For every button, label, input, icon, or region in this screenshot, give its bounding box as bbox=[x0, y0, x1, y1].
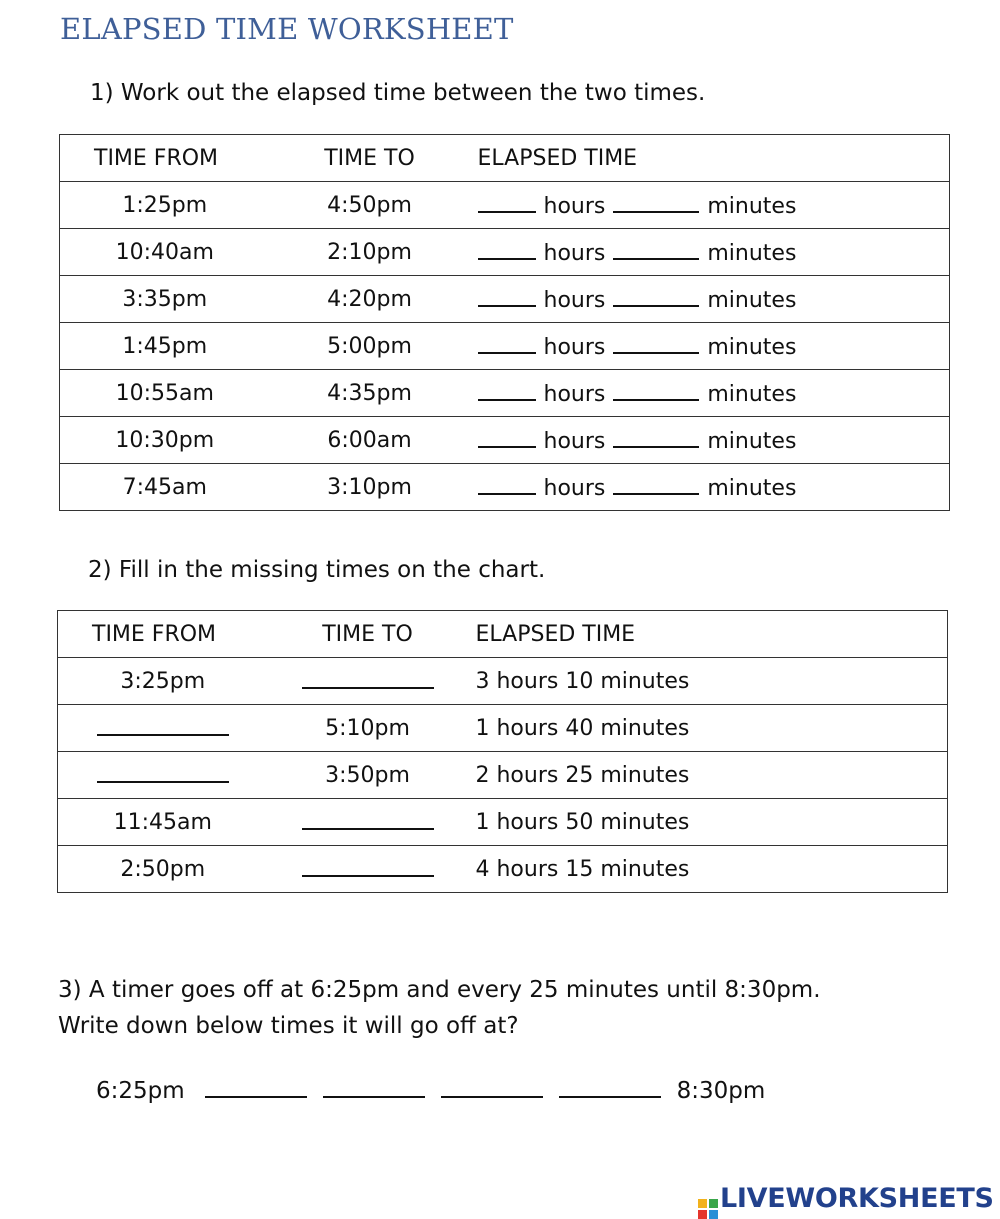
time-to-cell: 3:50pm bbox=[268, 752, 468, 799]
minutes-label: minutes bbox=[707, 382, 797, 407]
table-row bbox=[60, 323, 950, 370]
elapsed-cell bbox=[470, 417, 950, 464]
time-from-cell bbox=[58, 752, 268, 799]
time-from-cell: 1:25pm bbox=[60, 182, 270, 229]
time-from-cell: 10:55am bbox=[60, 370, 270, 417]
table-row bbox=[58, 799, 948, 846]
timer-blank-2[interactable] bbox=[323, 1076, 425, 1098]
header-time-from: TIME FROM bbox=[60, 135, 270, 182]
elapsed-cell bbox=[470, 229, 950, 276]
minutes-label: minutes bbox=[707, 429, 797, 454]
time-from-blank[interactable] bbox=[97, 761, 229, 783]
time-from-cell: 10:40am bbox=[60, 229, 270, 276]
question-3-line-2: Write down below times it will go off at? bbox=[58, 1013, 519, 1039]
table-row bbox=[58, 658, 948, 705]
elapsed-cell bbox=[470, 464, 950, 511]
minutes-label: minutes bbox=[707, 288, 797, 313]
question-3-line-1: 3) A timer goes off at 6:25pm and every 25 minutes until 8:30pm. bbox=[58, 977, 821, 1003]
hours-label: hours bbox=[543, 288, 606, 313]
minutes-label: minutes bbox=[707, 476, 797, 501]
time-to-cell: 2:10pm bbox=[270, 229, 470, 276]
header-time-to: TIME TO bbox=[270, 135, 470, 182]
worksheet-title: ELAPSED TIME WORKSHEET bbox=[60, 12, 514, 46]
question-3-prompt bbox=[58, 972, 821, 1044]
elapsed-cell bbox=[470, 370, 950, 417]
elapsed-cell: 1 hours 40 minutes bbox=[468, 705, 948, 752]
table-row bbox=[60, 182, 950, 229]
time-to-cell bbox=[268, 799, 468, 846]
elapsed-time-table bbox=[59, 134, 950, 511]
time-from-cell: 1:45pm bbox=[60, 323, 270, 370]
table-row bbox=[60, 417, 950, 464]
table-row bbox=[60, 276, 950, 323]
timer-blank-1[interactable] bbox=[205, 1076, 307, 1098]
timer-blank-3[interactable] bbox=[441, 1076, 543, 1098]
time-to-cell bbox=[268, 658, 468, 705]
minutes-blank[interactable] bbox=[613, 426, 699, 448]
hours-blank[interactable] bbox=[478, 473, 536, 495]
time-from-cell bbox=[58, 705, 268, 752]
minutes-blank[interactable] bbox=[613, 285, 699, 307]
start-time: 6:25pm bbox=[96, 1078, 185, 1104]
time-from-cell: 2:50pm bbox=[58, 846, 268, 893]
elapsed-cell bbox=[470, 323, 950, 370]
end-time: 8:30pm bbox=[676, 1078, 766, 1104]
logo-block bbox=[709, 1199, 718, 1208]
time-to-blank[interactable] bbox=[302, 667, 434, 689]
time-to-cell: 5:00pm bbox=[270, 323, 470, 370]
table-row bbox=[60, 370, 950, 417]
hours-label: hours bbox=[543, 476, 606, 501]
hours-blank[interactable] bbox=[478, 332, 536, 354]
time-to-cell: 6:00am bbox=[270, 417, 470, 464]
hours-blank[interactable] bbox=[478, 238, 536, 260]
minutes-blank[interactable] bbox=[613, 238, 699, 260]
time-to-cell: 4:35pm bbox=[270, 370, 470, 417]
table-header-row bbox=[60, 135, 950, 182]
question-2-prompt: 2) Fill in the missing times on the chart. bbox=[88, 557, 546, 583]
elapsed-cell bbox=[470, 276, 950, 323]
minutes-label: minutes bbox=[707, 241, 797, 266]
minutes-label: minutes bbox=[707, 335, 797, 360]
hours-blank[interactable] bbox=[478, 379, 536, 401]
hours-label: hours bbox=[543, 382, 606, 407]
hours-blank[interactable] bbox=[478, 285, 536, 307]
logo-block bbox=[698, 1199, 707, 1208]
timer-sequence bbox=[96, 1076, 765, 1104]
time-to-cell bbox=[268, 846, 468, 893]
hours-label: hours bbox=[543, 335, 606, 360]
timer-blank-4[interactable] bbox=[559, 1076, 661, 1098]
minutes-blank[interactable] bbox=[613, 379, 699, 401]
logo-blocks-icon bbox=[698, 1199, 718, 1219]
table-row bbox=[60, 464, 950, 511]
hours-label: hours bbox=[543, 194, 606, 219]
time-to-cell: 5:10pm bbox=[268, 705, 468, 752]
minutes-label: minutes bbox=[707, 194, 797, 219]
time-from-blank[interactable] bbox=[97, 714, 229, 736]
time-from-cell: 7:45am bbox=[60, 464, 270, 511]
time-from-cell: 3:35pm bbox=[60, 276, 270, 323]
hours-label: hours bbox=[543, 429, 606, 454]
minutes-blank[interactable] bbox=[613, 332, 699, 354]
time-to-cell: 4:20pm bbox=[270, 276, 470, 323]
table-header-row bbox=[58, 611, 948, 658]
time-from-cell: 10:30pm bbox=[60, 417, 270, 464]
elapsed-cell bbox=[470, 182, 950, 229]
table-row bbox=[60, 229, 950, 276]
header-elapsed-time: ELAPSED TIME bbox=[468, 611, 948, 658]
table-row bbox=[58, 705, 948, 752]
header-time-from: TIME FROM bbox=[58, 611, 268, 658]
logo-text: LIVEWORKSHEETS bbox=[720, 1183, 994, 1214]
minutes-blank[interactable] bbox=[613, 473, 699, 495]
table-row bbox=[58, 846, 948, 893]
time-from-cell: 11:45am bbox=[58, 799, 268, 846]
elapsed-cell: 2 hours 25 minutes bbox=[468, 752, 948, 799]
elapsed-cell: 3 hours 10 minutes bbox=[468, 658, 948, 705]
table-row bbox=[58, 752, 948, 799]
header-time-to: TIME TO bbox=[268, 611, 468, 658]
time-to-blank[interactable] bbox=[302, 855, 434, 877]
hours-blank[interactable] bbox=[478, 426, 536, 448]
elapsed-cell: 4 hours 15 minutes bbox=[468, 846, 948, 893]
time-from-cell: 3:25pm bbox=[58, 658, 268, 705]
hours-blank[interactable] bbox=[478, 191, 536, 213]
header-elapsed-time: ELAPSED TIME bbox=[470, 135, 950, 182]
missing-times-table bbox=[57, 610, 948, 893]
hours-label: hours bbox=[543, 241, 606, 266]
time-to-cell: 3:10pm bbox=[270, 464, 470, 511]
liveworksheets-logo bbox=[698, 1183, 994, 1219]
question-1-prompt: 1) Work out the elapsed time between the two times. bbox=[90, 80, 706, 106]
time-to-blank[interactable] bbox=[302, 808, 434, 830]
time-to-cell: 4:50pm bbox=[270, 182, 470, 229]
elapsed-cell: 1 hours 50 minutes bbox=[468, 799, 948, 846]
minutes-blank[interactable] bbox=[613, 191, 699, 213]
